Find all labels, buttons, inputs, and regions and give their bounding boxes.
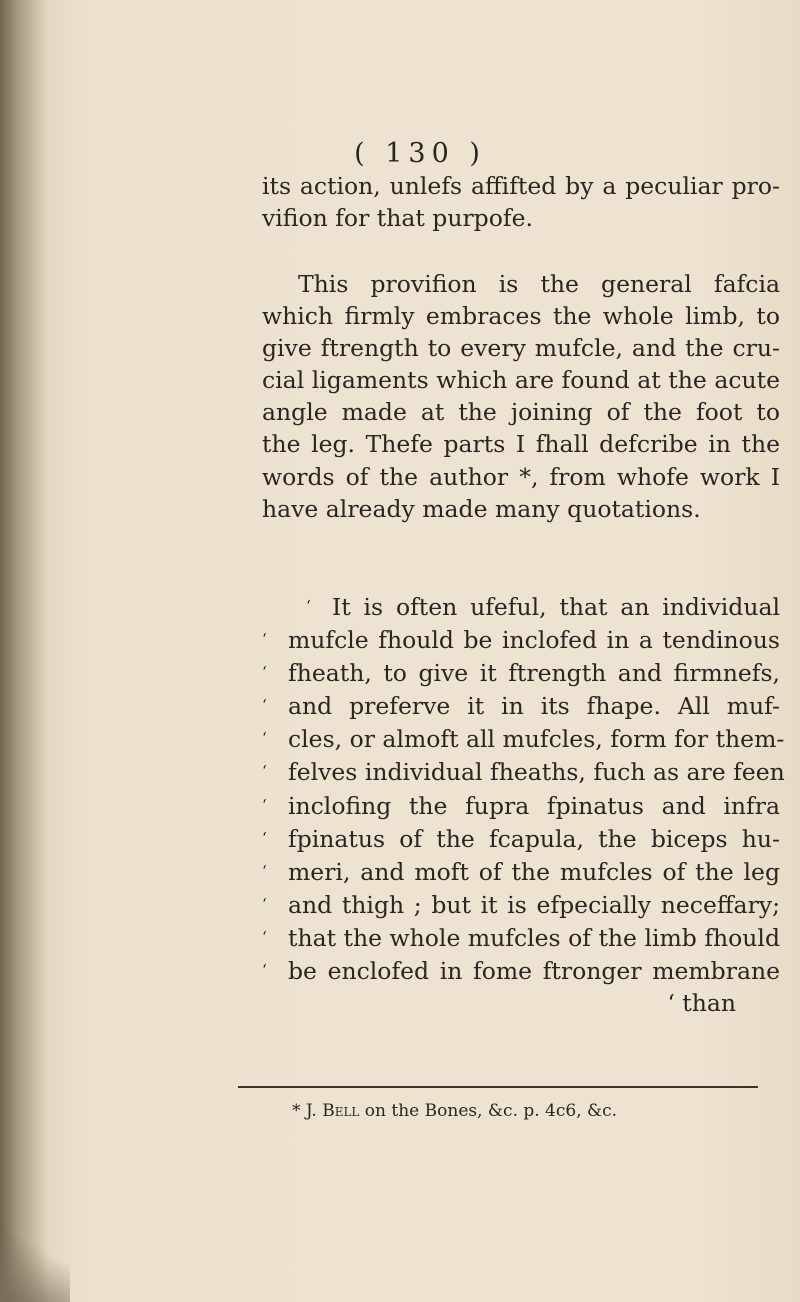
text-line: words of the author *, from whofe work I — [262, 462, 780, 491]
quote-line: ‘ felves individual fheaths, fuch as are feen — [262, 755, 780, 788]
quote-mark: ‘ — [262, 729, 267, 748]
quotation-block — [262, 590, 785, 1019]
quote-line: ‘ be enclofed in fome ftronger membrane — [262, 954, 780, 987]
quote-mark: ‘ — [306, 597, 311, 615]
quote-line: ‘ meri, and moft of the mufcles of the leg — [262, 855, 780, 888]
page-number-header: ( 130 ) — [354, 138, 486, 169]
quote-mark: ‘ — [262, 630, 267, 649]
quote-mark: ‘ — [262, 927, 267, 946]
text-line: angle made at the joining of the foot to — [262, 398, 780, 427]
quote-mark: ‘ — [262, 762, 267, 781]
quote-mark: ‘ — [262, 663, 267, 682]
text-line: the leg. Thefe parts I fhall defcribe in the — [262, 430, 780, 459]
quote-line: ‘ that the whole mufcles of the limb fhould — [262, 921, 780, 954]
quote-line: ‘ and preferve it in its fhape. All muf- — [262, 689, 780, 722]
quote-mark: ‘ — [262, 696, 267, 715]
text-line: This provifion is the general fafcia — [298, 270, 780, 298]
text-line: its action, unlefs affifted by a peculiar pro- — [262, 172, 780, 200]
quote-line: ‘ inclofing the fupra fpinatus and infra — [262, 789, 780, 822]
quote-line: ‘ mufcle fhould be inclofed in a tendinous — [262, 623, 780, 656]
text-line: have already made many quotations. — [262, 494, 701, 523]
page-gutter-shadow — [0, 0, 48, 1302]
footnote-author: J. Bell — [305, 1101, 360, 1121]
footnote-marker: * — [292, 1101, 301, 1121]
catchword: ‘ than — [667, 989, 736, 1018]
quote-line: ‘ fpinatus of the fcapula, the biceps hu- — [262, 822, 780, 855]
text-line: vifion for that purpofe. — [262, 204, 533, 233]
text-line: give ftrength to every mufcle, and the cru- — [262, 334, 780, 363]
quote-line: ‘ It is often ufeful, that an individual — [262, 590, 780, 623]
quote-mark: ‘ — [262, 894, 267, 913]
page-corner-shadow — [0, 1212, 70, 1302]
footnote-text: on the Bones, &c. p. 4c6, &c. — [359, 1101, 618, 1121]
paragraph-2 — [262, 268, 780, 525]
quote-mark: ‘ — [262, 828, 267, 847]
footnote-rule — [238, 1086, 758, 1088]
quote-line: ‘ cles, or almoft all mufcles, form for them- — [262, 722, 780, 755]
quote-mark: ‘ — [262, 961, 267, 980]
text-line: cial ligaments which are found at the acute — [262, 366, 780, 395]
footnote — [292, 1101, 772, 1121]
quote-line: ‘ and thigh ; but it is efpecially neceffary; — [262, 888, 780, 921]
quote-mark: ‘ — [262, 795, 267, 814]
text-line: which firmly embraces the whole limb, to — [262, 302, 780, 331]
quote-line: ‘ fheath, to give it ftrength and firmnefs, — [262, 656, 780, 689]
paragraph-1 — [262, 170, 780, 234]
quote-mark: ‘ — [262, 861, 267, 880]
